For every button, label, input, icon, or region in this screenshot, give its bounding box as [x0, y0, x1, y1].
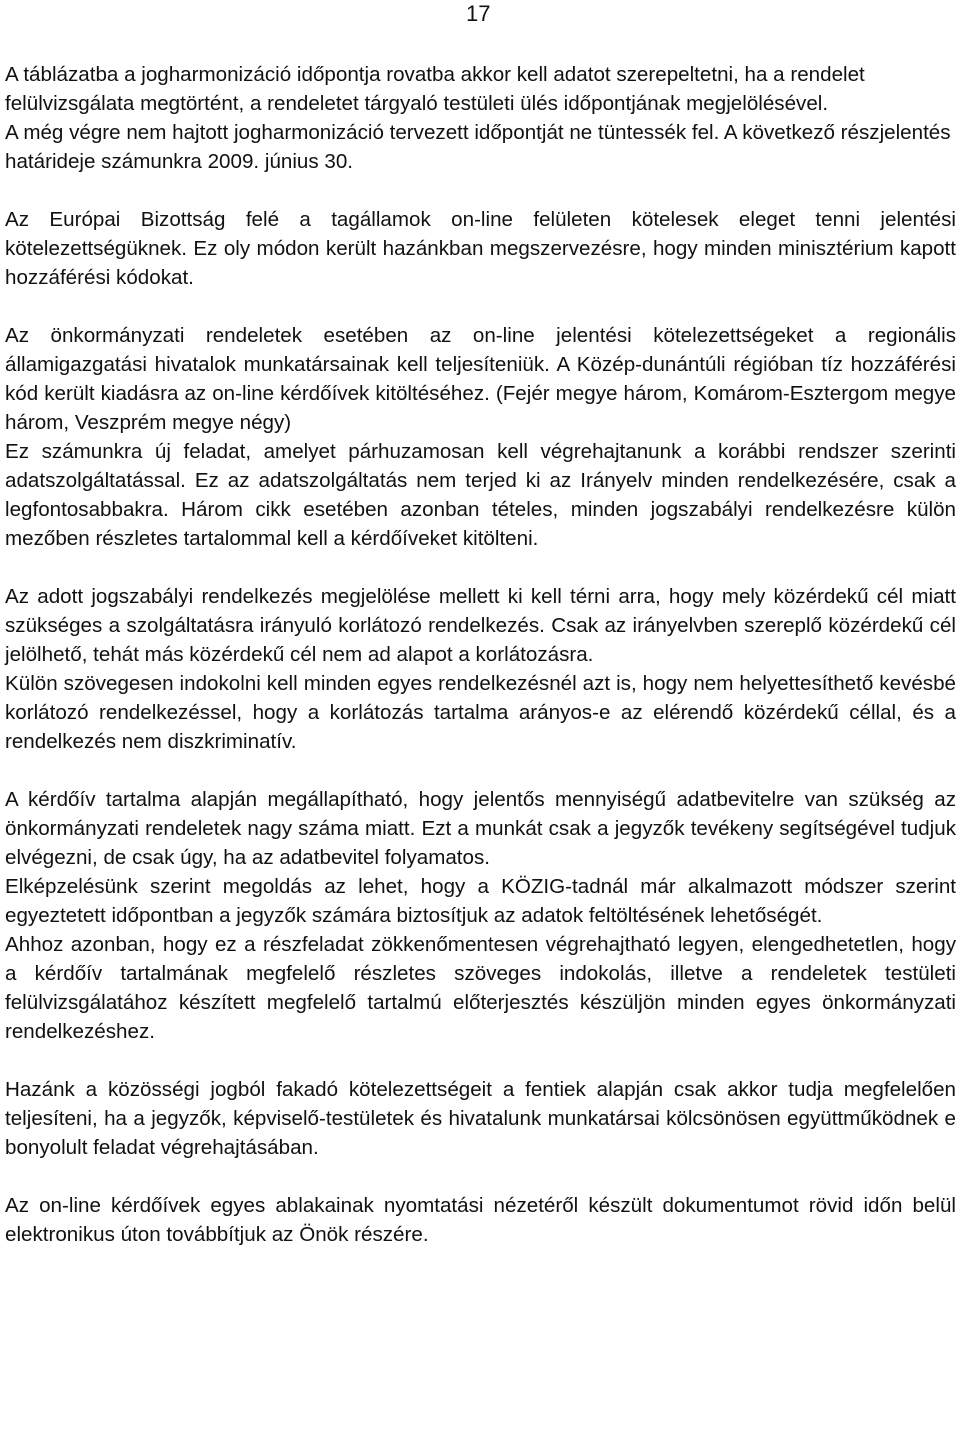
- paragraph-jogszabalyi-rendelkezes: Az adott jogszabályi rendelkezés megjelölése mellett ki kell térni arra, hogy mely közérdekű cél miatt szükséges a szolgáltatásra irányuló korlátozó rendelkezés. Csak az irányelvben szereplő közérdekű cél jelölhető, tehát más közérdekű cél nem ad alapot a korlátozásra.: [5, 585, 956, 666]
- paragraph-gap: [5, 756, 956, 785]
- paragraph-onkormanyzati-rendeletek: Az önkormányzati rendeletek esetében az on-line jelentési kötelezettségeket a regionális államigazgatási hivatalok munkatársainak kell teljesíteniük. A Közép-dunántúli régióban tíz hozzáférési kód került kiadásra az on-line kérdőívek kitöltéséhez. (Fejér megye három, Komárom-Esztergom megye három, Veszprém megye négy): [5, 324, 956, 434]
- paragraph-gap: [5, 1162, 956, 1191]
- paragraph-kozossegi-jog: Hazánk a közösségi jogból fakadó kötelezettségeit a fentiek alapján csak akkor tudja megfelelően teljesíteni, ha a jegyzők, képviselő-testületek és hivatalunk munkatársai kölcsönösen együttműködnek e bonyolult feladat végrehajtásában.: [5, 1078, 956, 1159]
- document-body: [5, 60, 956, 1249]
- paragraph-szoveges-indoklas: Külön szövegesen indokolni kell minden egyes rendelkezésnél azt is, hogy nem helyettesíthető kevésbé korlátozó rendelkezéssel, hogy a korlátozás tartalma arányos-e az elérendő közérdekű céllal, és a rendelkezés nem diszkriminatív.: [5, 672, 956, 753]
- paragraph-gap: [5, 292, 956, 321]
- paragraph-reszjelentes-hatarido: A még végre nem hajtott jogharmonizáció tervezett időpontját ne tüntessék fel. A következő részjelentés határideje számunkra 2009. június 30.: [5, 121, 951, 173]
- page-number: 17: [466, 1, 491, 26]
- paragraph-kerdoiv-tartalma: A kérdőív tartalma alapján megállapítható, hogy jelentős mennyiségű adatbevitelre van szükség az önkormányzati rendeletek nagy száma miatt. Ezt a munkát csak a jegyzők tevékeny segítségével tudjuk elvégezni, de csak úgy, ha az adatbevitel folyamatos.: [5, 788, 956, 869]
- paragraph-gap: [5, 1046, 956, 1075]
- paragraph-gap: [5, 553, 956, 582]
- paragraph-reszfeladat: Ahhoz azonban, hogy ez a részfeladat zökkenőmentesen végrehajtható legyen, elengedhetetlen, hogy a kérdőív tartalmának megfelelő részletes szöveges indokolás, illetve a rendeletek testületi felülvizsgálatához készített megfelelő tartalmú előterjesztés készüljön minden egyes önkormányzati rendelkezéshez.: [5, 933, 956, 1043]
- paragraph-uj-feladat: Ez számunkra új feladat, amelyet párhuzamosan kell végrehajtanunk a korábbi rendszer szerinti adatszolgáltatással. Ez az adatszolgáltatás nem terjed ki az Irányelv minden rendelkezésére, csak a legfontosabbakra. Három cikk esetében azonban tételes, minden jogszabályi rendelkezésre külön mezőben részletes tartalommal kell a kérdőíveket kitölteni.: [5, 440, 956, 550]
- paragraph-europai-bizottsag: Az Európai Bizottság felé a tagállamok on-line felületen kötelesek eleget tenni jelentési kötelezettségüknek. Ez oly módon került hazánkban megszervezésre, hogy minden minisztérium kapott hozzáférési kódokat.: [5, 208, 956, 289]
- paragraph-jogharmonizacio-rovat: A táblázatba a jogharmonizáció időpontja rovatba akkor kell adatot szerepeltetni, ha a rendelet felülvizsgálata megtörtént, a rendeletet tárgyaló testületi ülés időpontjának megjelölésével.: [5, 63, 865, 115]
- paragraph-elkepzeles: Elképzelésünk szerint megoldás az lehet, hogy a KÖZIG-tadnál már alkalmazott módszer szerint egyeztetett időpontban a jegyzők számára biztosítjuk az adatok feltöltésének lehetőségét.: [5, 875, 956, 927]
- paragraph-gap: [5, 176, 956, 205]
- paragraph-online-kerdoivek: Az on-line kérdőívek egyes ablakainak nyomtatási nézetéről készült dokumentumot rövid időn belül elektronikus úton továbbítjuk az Önök részére.: [5, 1194, 956, 1246]
